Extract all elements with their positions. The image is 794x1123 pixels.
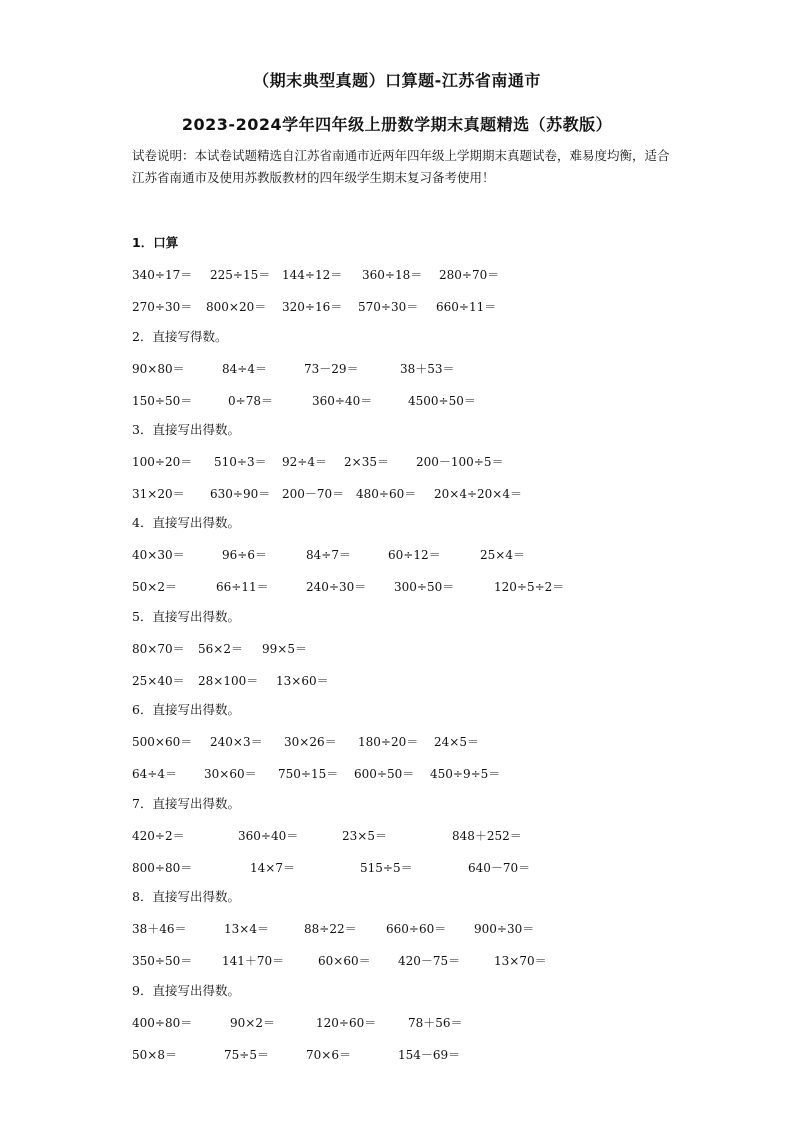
problem: 420÷2＝ — [132, 829, 185, 843]
problem: 200－100÷5＝ — [416, 455, 504, 469]
problem: 90×80＝ — [132, 362, 185, 376]
page-subtitle: 2023-2024学年四年级上册数学期末真题精选（苏教版） — [181, 115, 613, 134]
problem: 90×2＝ — [230, 1016, 275, 1030]
problem: 88÷22＝ — [304, 922, 357, 936]
problem: 60×60＝ — [318, 954, 371, 968]
problem: 450÷9÷5＝ — [430, 767, 501, 781]
problem: 84÷4＝ — [222, 362, 267, 376]
question-1 — [132, 232, 692, 318]
problem: 4500÷50＝ — [408, 394, 476, 408]
problem-row — [132, 544, 692, 566]
problem: 92÷4＝ — [282, 455, 327, 469]
problem: 480÷60＝ — [356, 487, 417, 501]
problem-row — [132, 358, 692, 380]
problem: 96÷6＝ — [222, 548, 267, 562]
problem: 38＋46＝ — [132, 922, 187, 936]
problem: 360÷40＝ — [238, 829, 299, 843]
question-heading: 8．直接写出得数。 — [132, 889, 240, 904]
problem: 630÷90＝ — [210, 487, 271, 501]
problem: 30×26＝ — [284, 735, 337, 749]
problem-row — [132, 296, 692, 318]
problem: 25×4＝ — [480, 548, 525, 562]
problem: 420－75＝ — [398, 954, 461, 968]
problem-row — [132, 638, 692, 660]
problem-row — [132, 918, 692, 940]
question-7 — [132, 793, 692, 879]
problem: 0÷78＝ — [228, 394, 273, 408]
problem: 350÷50＝ — [132, 954, 193, 968]
problem-row — [132, 451, 692, 473]
question-5 — [132, 606, 692, 692]
question-heading: 7．直接写出得数。 — [132, 796, 240, 811]
problem: 750÷15＝ — [278, 767, 339, 781]
problem: 38＋53＝ — [400, 362, 455, 376]
problem: 510÷3＝ — [214, 455, 267, 469]
problem: 640－70＝ — [468, 861, 531, 875]
question-2 — [132, 326, 692, 412]
problem: 78＋56＝ — [408, 1016, 463, 1030]
problem: 800×20＝ — [206, 300, 267, 314]
problem: 24×5＝ — [434, 735, 479, 749]
problem: 14×7＝ — [250, 861, 295, 875]
problem: 40×30＝ — [132, 548, 185, 562]
problem: 25×40＝ — [132, 674, 185, 688]
problem-row — [132, 264, 692, 286]
problem: 400÷80＝ — [132, 1016, 193, 1030]
exam-intro: 试卷说明：本试卷试题精选自江苏省南通市近两年四年级上学期期末真题试卷，难易度均衡，适合江苏省南通市及使用苏教版教材的四年级学生期末复习备考使用！ — [132, 148, 670, 185]
problem: 180÷20＝ — [358, 735, 419, 749]
problem: 660÷11＝ — [436, 300, 497, 314]
problem: 240÷30＝ — [306, 580, 367, 594]
question-heading: 1．口算 — [132, 235, 179, 250]
problem-row — [132, 576, 692, 598]
problem: 70×6＝ — [306, 1048, 351, 1062]
problem: 50×8＝ — [132, 1048, 177, 1062]
question-6 — [132, 699, 692, 785]
problem: 60÷12＝ — [388, 548, 441, 562]
question-heading: 2．直接写得数。 — [132, 329, 228, 344]
problem: 141＋70＝ — [222, 954, 285, 968]
question-heading: 9．直接写出得数。 — [132, 983, 240, 998]
problem-row — [132, 1044, 692, 1066]
problem-row — [132, 390, 692, 412]
problem: 13×70＝ — [494, 954, 547, 968]
question-4 — [132, 512, 692, 598]
question-9 — [132, 980, 692, 1066]
problem-row — [132, 763, 692, 785]
problem: 154－69＝ — [398, 1048, 461, 1062]
problem: 848＋252＝ — [452, 829, 522, 843]
problem: 570÷30＝ — [358, 300, 419, 314]
problem: 50×2＝ — [132, 580, 177, 594]
problem: 56×2＝ — [198, 642, 243, 656]
problem-row — [132, 670, 692, 692]
problem: 360÷40＝ — [312, 394, 373, 408]
problem: 13×4＝ — [224, 922, 269, 936]
problem: 23×5＝ — [342, 829, 387, 843]
problem: 13×60＝ — [276, 674, 329, 688]
question-heading: 5．直接写出得数。 — [132, 609, 240, 624]
problem: 80×70＝ — [132, 642, 185, 656]
problem: 120÷60＝ — [316, 1016, 377, 1030]
question-heading: 4．直接写出得数。 — [132, 515, 240, 530]
problem: 28×100＝ — [198, 674, 259, 688]
problem: 360÷18＝ — [362, 268, 423, 282]
problem-row — [132, 1012, 692, 1034]
question-3 — [132, 419, 692, 505]
problem-row — [132, 950, 692, 972]
problem: 150÷50＝ — [132, 394, 193, 408]
problem: 600÷50＝ — [354, 767, 415, 781]
problem: 800÷80＝ — [132, 861, 193, 875]
problem: 84÷7＝ — [306, 548, 351, 562]
page-title: （期末典型真题）口算题-江苏省南通市 — [253, 71, 541, 90]
problem: 73－29＝ — [304, 362, 359, 376]
problem: 31×20＝ — [132, 487, 185, 501]
problem: 660÷60＝ — [386, 922, 447, 936]
problem-row — [132, 825, 692, 847]
problem: 144÷12＝ — [282, 268, 343, 282]
problem: 64÷4＝ — [132, 767, 177, 781]
problem-row — [132, 731, 692, 753]
problem: 200－70＝ — [282, 487, 345, 501]
problem: 900÷30＝ — [474, 922, 535, 936]
problem: 280÷70＝ — [439, 268, 500, 282]
problem: 75÷5＝ — [224, 1048, 269, 1062]
problem: 240×3＝ — [210, 735, 263, 749]
question-heading: 6．直接写出得数。 — [132, 702, 240, 717]
question-8 — [132, 886, 692, 972]
problem-row — [132, 483, 692, 505]
problem: 2×35＝ — [344, 455, 389, 469]
problem: 66÷11＝ — [216, 580, 269, 594]
problem: 270÷30＝ — [132, 300, 193, 314]
problem: 320÷16＝ — [282, 300, 343, 314]
problem: 515÷5＝ — [360, 861, 413, 875]
problem: 500×60＝ — [132, 735, 193, 749]
problem-row — [132, 857, 692, 879]
problem: 99×5＝ — [262, 642, 307, 656]
problem: 340÷17＝ — [132, 268, 193, 282]
problem: 20×4÷20×4＝ — [434, 487, 522, 501]
problem: 30×60＝ — [204, 767, 257, 781]
problem: 120÷5÷2＝ — [494, 580, 565, 594]
problem: 300÷50＝ — [394, 580, 455, 594]
question-heading: 3．直接写出得数。 — [132, 422, 240, 437]
problem: 225÷15＝ — [210, 268, 271, 282]
problem: 100÷20＝ — [132, 455, 193, 469]
